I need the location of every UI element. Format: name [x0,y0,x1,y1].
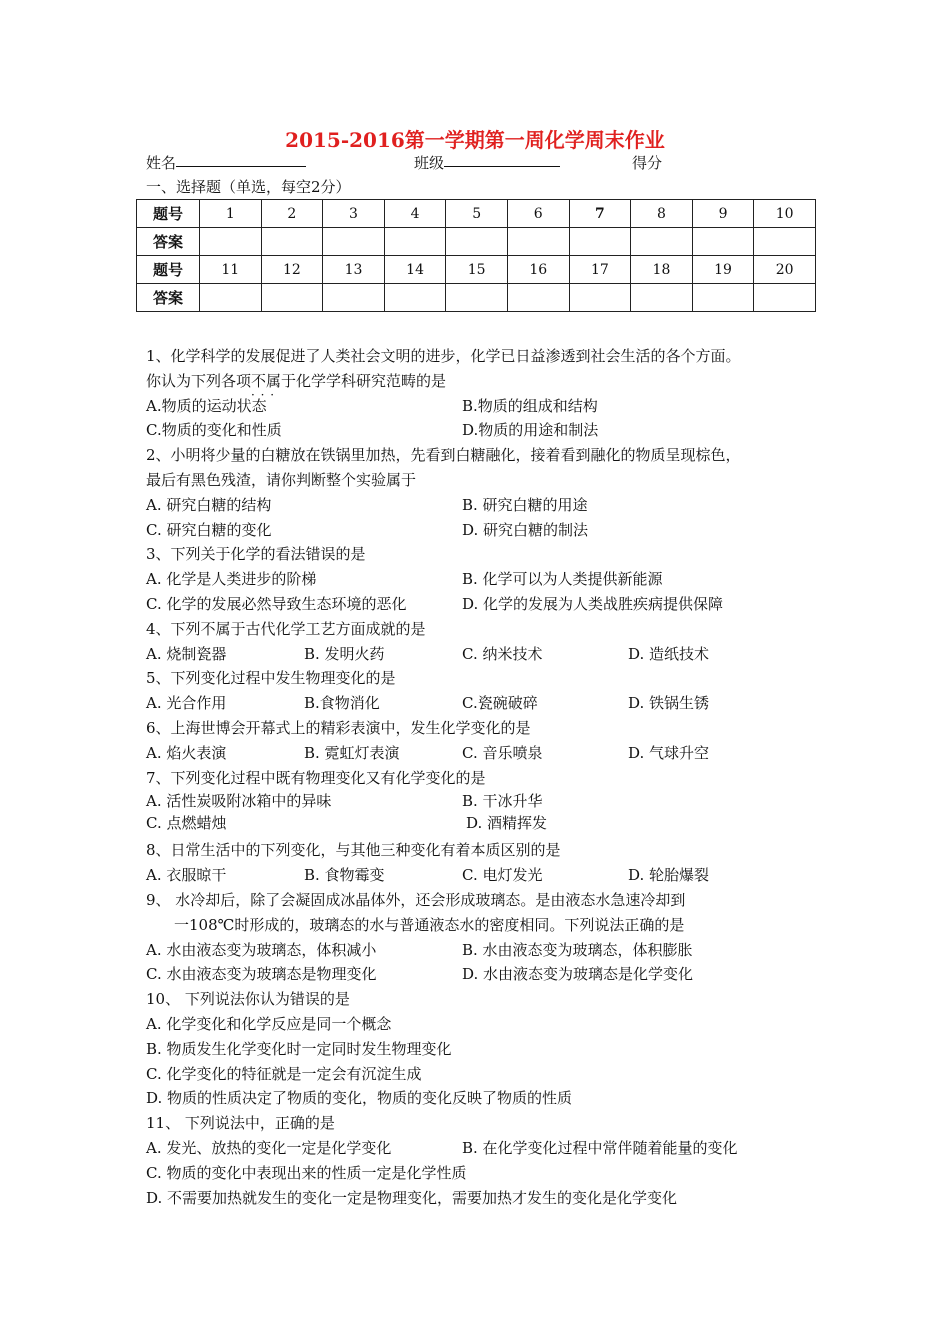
grid-number: 20 [754,256,816,284]
answer-cell[interactable] [261,284,323,312]
page-title: 2015-2016第一学期第一周化学周末作业 [285,128,665,152]
answer-cell[interactable] [446,284,508,312]
question-list [146,344,826,1210]
option-b[interactable]: B.食物消化 [304,694,380,713]
grid-label-number: 题号 [137,256,200,284]
option-c[interactable]: C. 研究白糖的变化 [146,520,272,539]
grid-row-answer-1 [137,228,816,256]
grid-number: 19 [692,256,754,284]
question-9-stem: 9、 水冷却后，除了会凝固成冰晶体外，还会形成玻璃态。是由液态水急速冷却到 [146,890,686,909]
option-a[interactable]: A. 光合作用 [146,694,227,713]
option-a[interactable]: A. 烧制瓷器 [146,644,227,663]
grid-row-number-2 [137,256,816,284]
grid-row-number-1 [137,200,816,228]
question-5-options-row [146,691,826,716]
option-a[interactable]: A. 衣服晾干 [146,866,227,885]
option-b[interactable]: B. 水由液态变为玻璃态，体积膨胀 [462,940,693,959]
name-blank[interactable] [176,152,306,167]
grid-label-number: 题号 [137,200,200,228]
answer-cell[interactable] [446,228,508,256]
question-10-stem: 10、 下列说法你认为错误的是 [146,990,350,1009]
option-a[interactable]: A.物质的运动状态 [146,396,267,415]
option-d[interactable]: D. 水由液态变为玻璃态是化学变化 [462,965,694,984]
answer-cell[interactable] [569,284,631,312]
grid-label-answer: 答案 [137,284,200,312]
question-9-stem-cont: 一108℃时形成的，玻璃态的水与普通液态水的密度相同。下列说法正确的是 [174,915,685,934]
answer-cell[interactable] [323,228,385,256]
option-c[interactable]: C. 物质的变化中表现出来的性质一定是化学性质 [146,1163,467,1182]
name-label: 姓名 [146,154,177,172]
option-a[interactable]: A. 发光、放热的变化一定是化学变化 [146,1138,392,1157]
option-b[interactable]: B. 食物霉变 [304,866,385,885]
score-label: 得分 [632,154,663,172]
answer-cell[interactable] [507,284,569,312]
question-9-options-row [146,938,826,963]
question-7-stem: 7、下列变化过程中既有物理变化又有化学变化的是 [146,768,486,787]
option-d[interactable]: D. 不需要加热就发生的变化一定是物理变化，需要加热才发生的变化是化学变化 [146,1188,678,1207]
grid-number: 17 [569,256,631,284]
option-b[interactable]: B.物质的组成和结构 [462,396,598,415]
option-a[interactable]: A. 研究白糖的结构 [146,495,272,514]
option-c[interactable]: C. 化学的发展必然导致生态环境的恶化 [146,594,407,613]
answer-cell[interactable] [323,284,385,312]
section-heading: 一、选择题（单选，每空2分） [146,178,351,196]
option-d[interactable]: D.物质的用途和制法 [462,421,599,440]
option-c[interactable]: C. 化学变化的特征就是一定会有沉淀生成 [146,1064,422,1083]
question-3-options-row [146,567,826,592]
question-11-stem: 11、 下列说法中，正确的是 [146,1114,335,1133]
option-a[interactable]: A. 水由液态变为玻璃态，体积减小 [146,940,377,959]
question-1-options-row [146,394,826,419]
grid-number: 2 [261,200,323,228]
question-1-stem-cont [146,369,826,394]
option-d[interactable]: D. 物质的性质决定了物质的变化，物质的变化反映了物质的性质 [146,1089,573,1108]
class-blank[interactable] [444,152,560,167]
option-c[interactable]: C. 电灯发光 [462,866,543,885]
question-2-stem-cont: 最后有黑色残渣，请你判断整个实验属于 [146,470,417,489]
grid-label-answer: 答案 [137,228,200,256]
grid-number: 1 [200,200,262,228]
option-b[interactable]: B. 干冰升华 [462,792,543,811]
question-8-options-row [146,863,826,888]
grid-number: 16 [507,256,569,284]
answer-cell[interactable] [200,284,262,312]
question-2-options-row [146,493,826,518]
option-c[interactable]: C. 点燃蜡烛 [146,814,227,833]
answer-cell[interactable] [200,228,262,256]
question-9-options-row [146,962,826,987]
answer-cell[interactable] [384,284,446,312]
question-3-options-row [146,592,826,617]
question-4-options-row [146,642,826,667]
grid-number: 15 [446,256,508,284]
name-field[interactable] [146,152,176,173]
option-d[interactable]: D. 化学的发展为人类战胜疾病提供保障 [462,594,724,613]
grid-number: 14 [384,256,446,284]
answer-cell[interactable] [261,228,323,256]
question-1-options-row [146,418,826,443]
grid-number: 9 [692,200,754,228]
class-field[interactable] [414,152,444,173]
answer-cell[interactable] [631,228,693,256]
grid-number: 10 [754,200,816,228]
answer-cell[interactable] [507,228,569,256]
answer-cell[interactable] [692,228,754,256]
question-8-stem: 8、日常生活中的下列变化，与其他三种变化有着本质区别的是 [146,841,561,860]
question-7-options-row [146,812,826,834]
option-a[interactable]: A. 化学变化和化学反应是同一个概念 [146,1014,392,1033]
option-c[interactable]: C.瓷碗破碎 [462,694,538,713]
question-6-stem: 6、上海世博会开幕式上的精彩表演中，发生化学变化的是 [146,718,531,737]
option-b[interactable]: B. 霓虹灯表演 [304,743,400,762]
option-b[interactable]: B. 化学可以为人类提供新能源 [462,570,663,589]
answer-cell[interactable] [384,228,446,256]
grid-number: 13 [323,256,385,284]
option-c[interactable]: C. 纳米技术 [462,644,543,663]
option-c[interactable]: C. 水由液态变为玻璃态是物理变化 [146,965,377,984]
grid-number: 6 [507,200,569,228]
question-1-stem: 1、化学科学的发展促进了人类社会文明的进步，化学已日益渗透到社会生活的各个方面。 [146,347,741,365]
option-c[interactable]: C.物质的变化和性质 [146,421,282,440]
grid-number: 8 [631,200,693,228]
answer-cell[interactable] [631,284,693,312]
question-1-stem-part: 化学学科研究范畴的是 [296,371,447,390]
question-7-options-row [146,790,826,812]
question-5-stem: 5、下列变化过程中发生物理变化的是 [146,669,396,688]
grid-number: 4 [384,200,446,228]
option-c[interactable]: C. 音乐喷泉 [462,743,543,762]
question-3-stem: 3、下列关于化学的看法错误的是 [146,545,366,564]
option-d[interactable]: D. 研究白糖的制法 [462,520,589,539]
answer-cell[interactable] [754,228,816,256]
option-a[interactable]: A. 化学是人类进步的阶梯 [146,570,317,589]
option-b[interactable]: B. 研究白糖的用途 [462,495,588,514]
option-d[interactable]: D. 气球升空 [628,743,710,762]
grid-number: 18 [631,256,693,284]
option-b[interactable]: B. 发明火药 [304,644,385,663]
option-b[interactable]: B. 在化学变化过程中常伴随着能量的变化 [462,1138,738,1157]
option-b[interactable]: B. 物质发生化学变化时一定同时发生物理变化 [146,1039,452,1058]
grid-number: 12 [261,256,323,284]
option-d[interactable]: D. 铁锅生锈 [628,694,710,713]
answer-cell[interactable] [569,228,631,256]
question-4-stem: 4、下列不属于古代化学工艺方面成就的是 [146,619,426,638]
option-a[interactable]: A. 活性炭吸附冰箱中的异味 [146,792,332,811]
grid-number: 7 [569,200,631,228]
answer-cell[interactable] [754,284,816,312]
option-a[interactable]: A. 焰火表演 [146,743,227,762]
option-d[interactable]: D. 轮胎爆裂 [628,866,710,885]
emphasis-text: 不属于 · · · [251,372,296,390]
answer-cell[interactable] [692,284,754,312]
question-2-options-row [146,518,826,543]
question-11-options-row [146,1136,826,1161]
answer-grid [136,199,816,312]
option-d[interactable]: D. 造纸技术 [628,644,710,663]
grid-number: 11 [200,256,262,284]
grid-number: 3 [323,200,385,228]
grid-row-answer-2 [137,284,816,312]
question-6-options-row [146,741,826,766]
question-1-stem-part: 你认为下列各项 [146,371,252,390]
class-label: 班级 [414,154,445,172]
option-d[interactable]: D. 酒精挥发 [466,814,548,833]
grid-number: 5 [446,200,508,228]
question-2-stem: 2、小明将少量的白糖放在铁锅里加热，先看到白糖融化，接着看到融化的物质呈现棕色， [146,446,741,465]
